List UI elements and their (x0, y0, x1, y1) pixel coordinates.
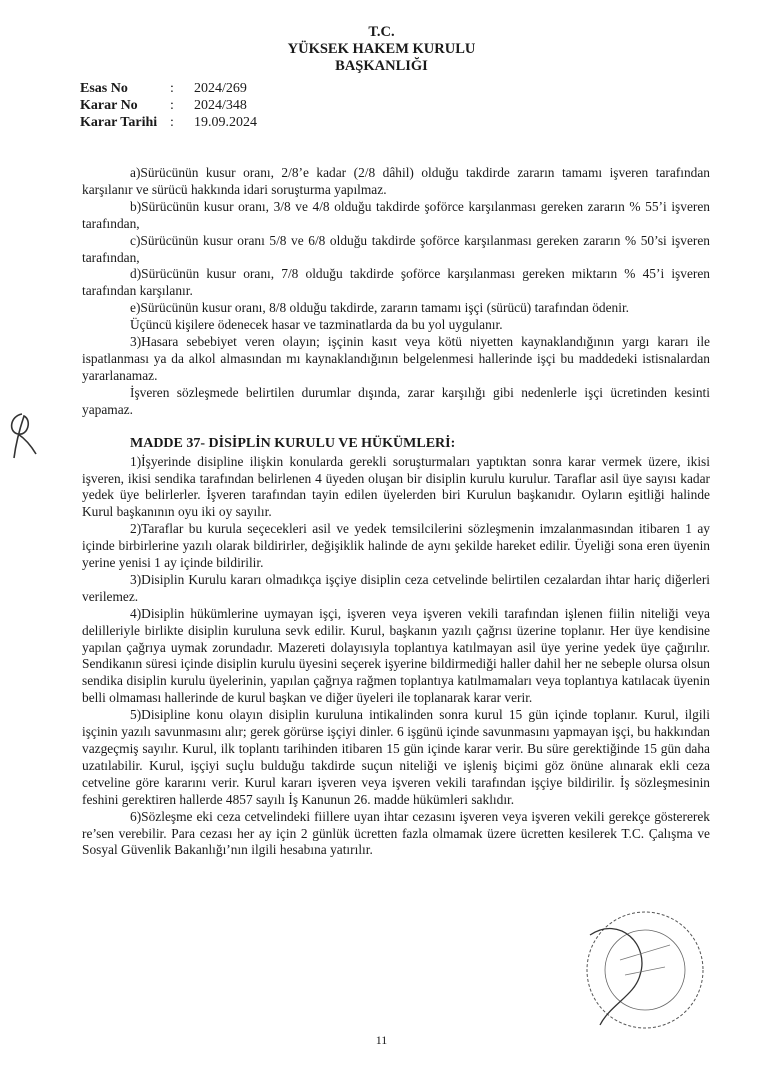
karar-value: 2024/348 (194, 98, 247, 113)
karar-label: Karar No (80, 98, 138, 113)
paragraph-c: c)Sürücünün kusur oranı 5/8 ve 6/8 olduğu takdirde şoförce karşılanması gereken zararın % 50’si işveren tarafından, (82, 232, 710, 265)
article-37-paragraph-1: 1)İşyerinde disipline ilişkin konularda gerekli soruşturmaları yaptıktan sonra karar vermek üzere, ikisi işveren, ikisi sendika tarafından belirlenen 4 üyeden oluşan bir disiplin kurulu kurulur. Taraflar asil üye sayısı kadar yedek üye belirlerler. İşveren tarafından tayin edilen üyelerden biri Kurulun başkanıdır. Oyların eşitliği halinde Kurul başkanının oyu iki oy sayılır. (82, 453, 710, 520)
paragraph-3: 3)Hasara sebebiyet veren olayın; işçinin kasıt veya kötü niyetten kaynaklandığının yargı kararı ile ispatlanması ya da alkol almasından mı kaynaklandığının belgelenmesi hallerinde işçi bu maddedeki istisnalardan yararlanamaz. (82, 334, 710, 383)
karar-row (80, 97, 257, 114)
official-stamp-seal (580, 905, 710, 1040)
header-office: BAŞKANLIĞI (335, 58, 428, 74)
header-institution: YÜKSEK HAKEM KURULU (287, 41, 476, 57)
article-37-paragraph-5: 5)Disipline konu olayın disiplin kuruluna intikalinden sonra kurul 15 gün içinde toplanır. Kurul, ilgili işçinin yazılı savunmasını alır; gerek görürse işçiyi dinler. 6 işgünü içinde savunmasını yapmayan işçi, bu hakkından vazgeçmiş sayılır. Kurul, ilk toplantı tarihinden itibaren 15 gün içinde karar verir. Bu süre gerektiğinde 15 gün daha uzatılabilir. Kurul, işçiyi suçlu bulduğu takdirde suçun niteliği ve işleniş biçimi göz önüne alınarak ekli ceza cetveline göre kararını verir. Kurul kararı işveren veya işveren vekili tarafından işçiye bildirilir. İş sözleşmesinin feshini gerektiren hallerde 4857 sayılı İş Kanunun 26. madde hükümleri saklıdır. (82, 707, 710, 807)
document-header (0, 24, 763, 75)
tarih-label: Karar Tarihi (80, 115, 158, 130)
article-37-heading: MADDE 37- DİSİPLİN KURULU VE HÜKÜMLERİ: (130, 435, 456, 451)
header-tc: T.C. (368, 24, 395, 40)
paragraph-b: b)Sürücünün kusur oranı, 3/8 ve 4/8 olduğu takdirde şoförce karşılanması gereken zararın % 55’i işveren tarafından, (82, 198, 710, 231)
margin-signature (2, 408, 44, 468)
esas-colon: : (170, 81, 174, 96)
paragraph-a: a)Sürücünün kusur oranı, 2/8’e kadar (2/8 dâhil) olduğu takdirde zararın tamamı işveren tarafından karşılanır ve sürücü hakkında idari soruşturma yapılmaz. (82, 165, 710, 197)
karar-colon: : (170, 98, 174, 113)
article-37-paragraph-3: 3)Disiplin Kurulu kararı olmadıkça işçiye disiplin ceza cetvelinde belirtilen cezalardan ihtar hariç diğerleri verilemez. (82, 571, 710, 604)
esas-label: Esas No (80, 81, 128, 96)
case-metadata (80, 80, 257, 131)
paragraph-employer-deduction: İşveren sözleşmede belirtilen durumlar dışında, zarar karşılığı gibi nedenlerle işçi ücretinden kesinti yapamaz. (82, 384, 710, 417)
document-body (82, 165, 710, 859)
paragraph-e: e)Sürücünün kusur oranı, 8/8 olduğu takdirde, zararın tamamı işçi (sürücü) tarafından ödenir. (130, 300, 630, 316)
article-37-paragraph-4: 4)Disiplin hükümlerine uymayan işçi, işveren veya işveren vekili tarafından işlenen fiilin niteliği veya delilleriyle birlikte disiplin kuruluna sevk edilir. Kurul, başkanın yazılı çağrısı üzerine toplanır. Her üye kendisine yapılan çağrıya uymak zorundadır. Mazereti dolayısıyla toplantıya katılmayan asil üye yerine yedek üye çağırılır. Sendikanın süresi içinde disiplin kurulu üyesini seçerek işyerine bildirmediği haller dahil her ne sebeple olursa olsun sendika disiplin kurulu üyelerinin, yapılan çağrıya rağmen toplantıya katılmamaları veya toplantıya katılacak üyenin belli olmaması hallerinde de kurul başkan ve diğer üyeleri ile toplanarak karar verir. (82, 605, 710, 706)
esas-value: 2024/269 (194, 81, 247, 96)
tarih-value: 19.09.2024 (194, 115, 257, 130)
article-37-paragraph-6: 6)Sözleşme eki ceza cetvelindeki fiillere uyan ihtar cezasını işveren veya işveren vekili gerekçe göstererek re’sen verebilir. Para cezası her ay için 2 günlük ücretten fazla olmamak üzere ücretten kesilerek T.C. Çalışma ve Sosyal Güvenlik Bakanlığı’nın ilgili hesabına yatırılır. (82, 808, 710, 858)
tarih-colon: : (170, 115, 174, 130)
esas-row (80, 80, 257, 97)
paragraph-d: d)Sürücünün kusur oranı, 7/8 olduğu takdirde şoförce karşılanması gereken miktarın % 45’i işveren tarafından karşılanır. (82, 266, 710, 299)
article-37-paragraph-2: 2)Taraflar bu kurula seçecekleri asil ve yedek temsilcilerini sözleşmenin imzalanmasından itibaren 1 ay içinde birbirlerine yazılı olarak bildirirler, değişiklik halinde de aynı şekilde hareket edilir. Üyeliği sona eren üyenin yerine yenisi 1 ay içinde bildirilir. (82, 521, 710, 571)
tarih-row (80, 114, 257, 131)
paragraph-third-parties: Üçüncü kişilere ödenecek hasar ve tazminatlarda da bu yol uygulanır. (130, 317, 503, 333)
page-number: 11 (375, 1033, 388, 1047)
